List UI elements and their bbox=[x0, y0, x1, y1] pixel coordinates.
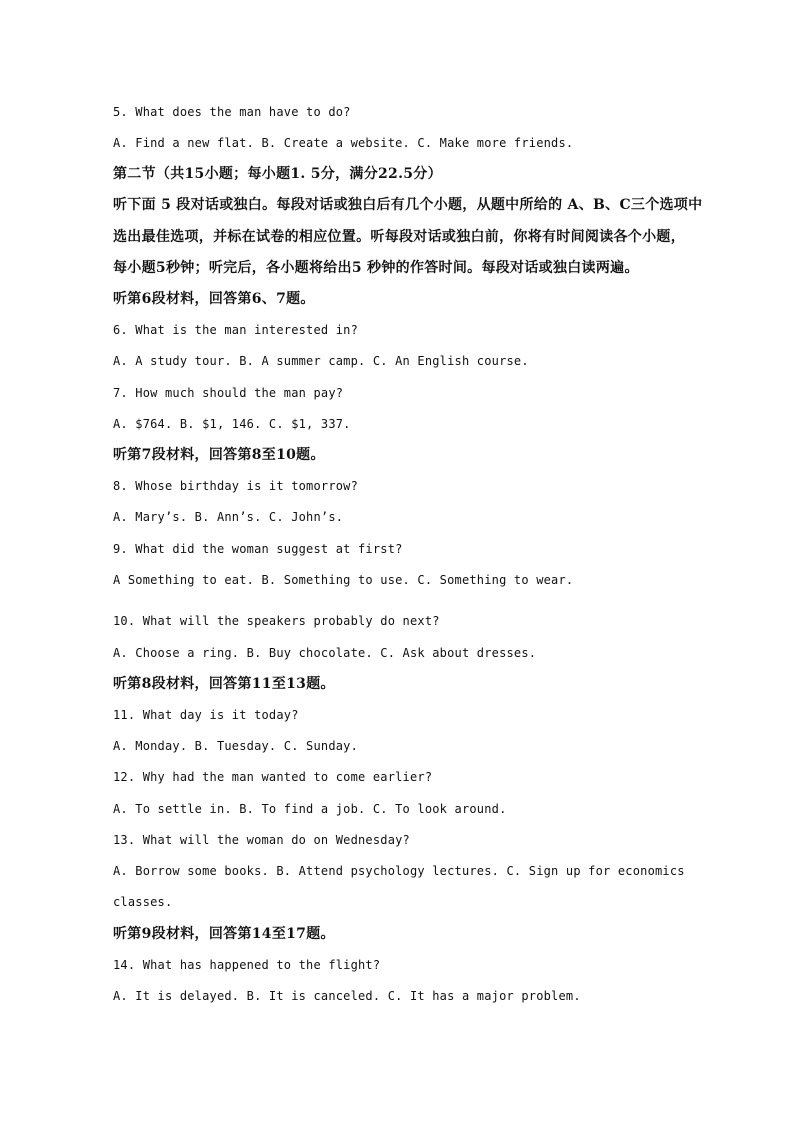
question-13-options: A. Borrow some books. B. Attend psychology lectures. C. Sign up for economics bbox=[113, 864, 685, 878]
instructions-line-2: 选出最佳选项，并标在试卷的相应位置。听每段对话或独白前，你将有时间阅读各个小题， bbox=[113, 229, 685, 245]
material-6-heading: 听第6段材料，回答第6、7题。 bbox=[113, 291, 315, 307]
question-12-options: A. To settle in. B. To find a job. C. To look around. bbox=[113, 802, 507, 816]
question-7-options: A. $764. B. $1, 146. C. $1, 337. bbox=[113, 417, 351, 431]
question-14-options: A. It is delayed. B. It is canceled. C. It has a major problem. bbox=[113, 989, 581, 1003]
question-11-options: A. Monday. B. Tuesday. C. Sunday. bbox=[113, 739, 359, 753]
question-8-options: A. Mary’s. B. Ann’s. C. John’s. bbox=[113, 510, 344, 524]
instructions-line-1: 听下面 5 段对话或独白。每段对话或独白后有几个小题，从题中所给的 A、B、C三个选项中 bbox=[113, 197, 703, 213]
question-13-options-continued: classes. bbox=[113, 895, 173, 909]
material-7-heading: 听第7段材料，回答第8至10题。 bbox=[113, 447, 325, 463]
question-11: 11. What day is it today? bbox=[113, 708, 299, 722]
question-10-options: A. Choose a ring. B. Buy chocolate. C. Ask about dresses. bbox=[113, 646, 537, 660]
question-9: 9. What did the woman suggest at first? bbox=[113, 542, 403, 556]
question-5: 5. What does the man have to do? bbox=[113, 105, 351, 119]
question-10: 10. What will the speakers probably do next? bbox=[113, 614, 440, 628]
question-14: 14. What has happened to the flight? bbox=[113, 958, 381, 972]
question-6-options: A. A study tour. B. A summer camp. C. An English course. bbox=[113, 354, 529, 368]
question-5-options: A. Find a new flat. B. Create a website. C. Make more friends. bbox=[113, 136, 574, 150]
question-12: 12. Why had the man wanted to come earlier? bbox=[113, 770, 433, 784]
instructions-line-3: 每小题5秒钟；听完后，各小题将给出5 秒钟的作答时间。每段对话或独白读两遍。 bbox=[113, 260, 639, 276]
question-13: 13. What will the woman do on Wednesday? bbox=[113, 833, 410, 847]
question-9-options: A Something to eat. B. Something to use. C. Something to wear. bbox=[113, 573, 574, 587]
section-2-heading: 第二节（共15小题；每小题1. 5分，满分22.5分） bbox=[113, 166, 442, 182]
question-7: 7. How much should the man pay? bbox=[113, 386, 344, 400]
question-8: 8. Whose birthday is it tomorrow? bbox=[113, 479, 359, 493]
material-9-heading: 听第9段材料，回答第14至17题。 bbox=[113, 926, 335, 942]
material-8-heading: 听第8段材料，回答第11至13题。 bbox=[113, 676, 335, 692]
question-6: 6. What is the man interested in? bbox=[113, 323, 359, 337]
